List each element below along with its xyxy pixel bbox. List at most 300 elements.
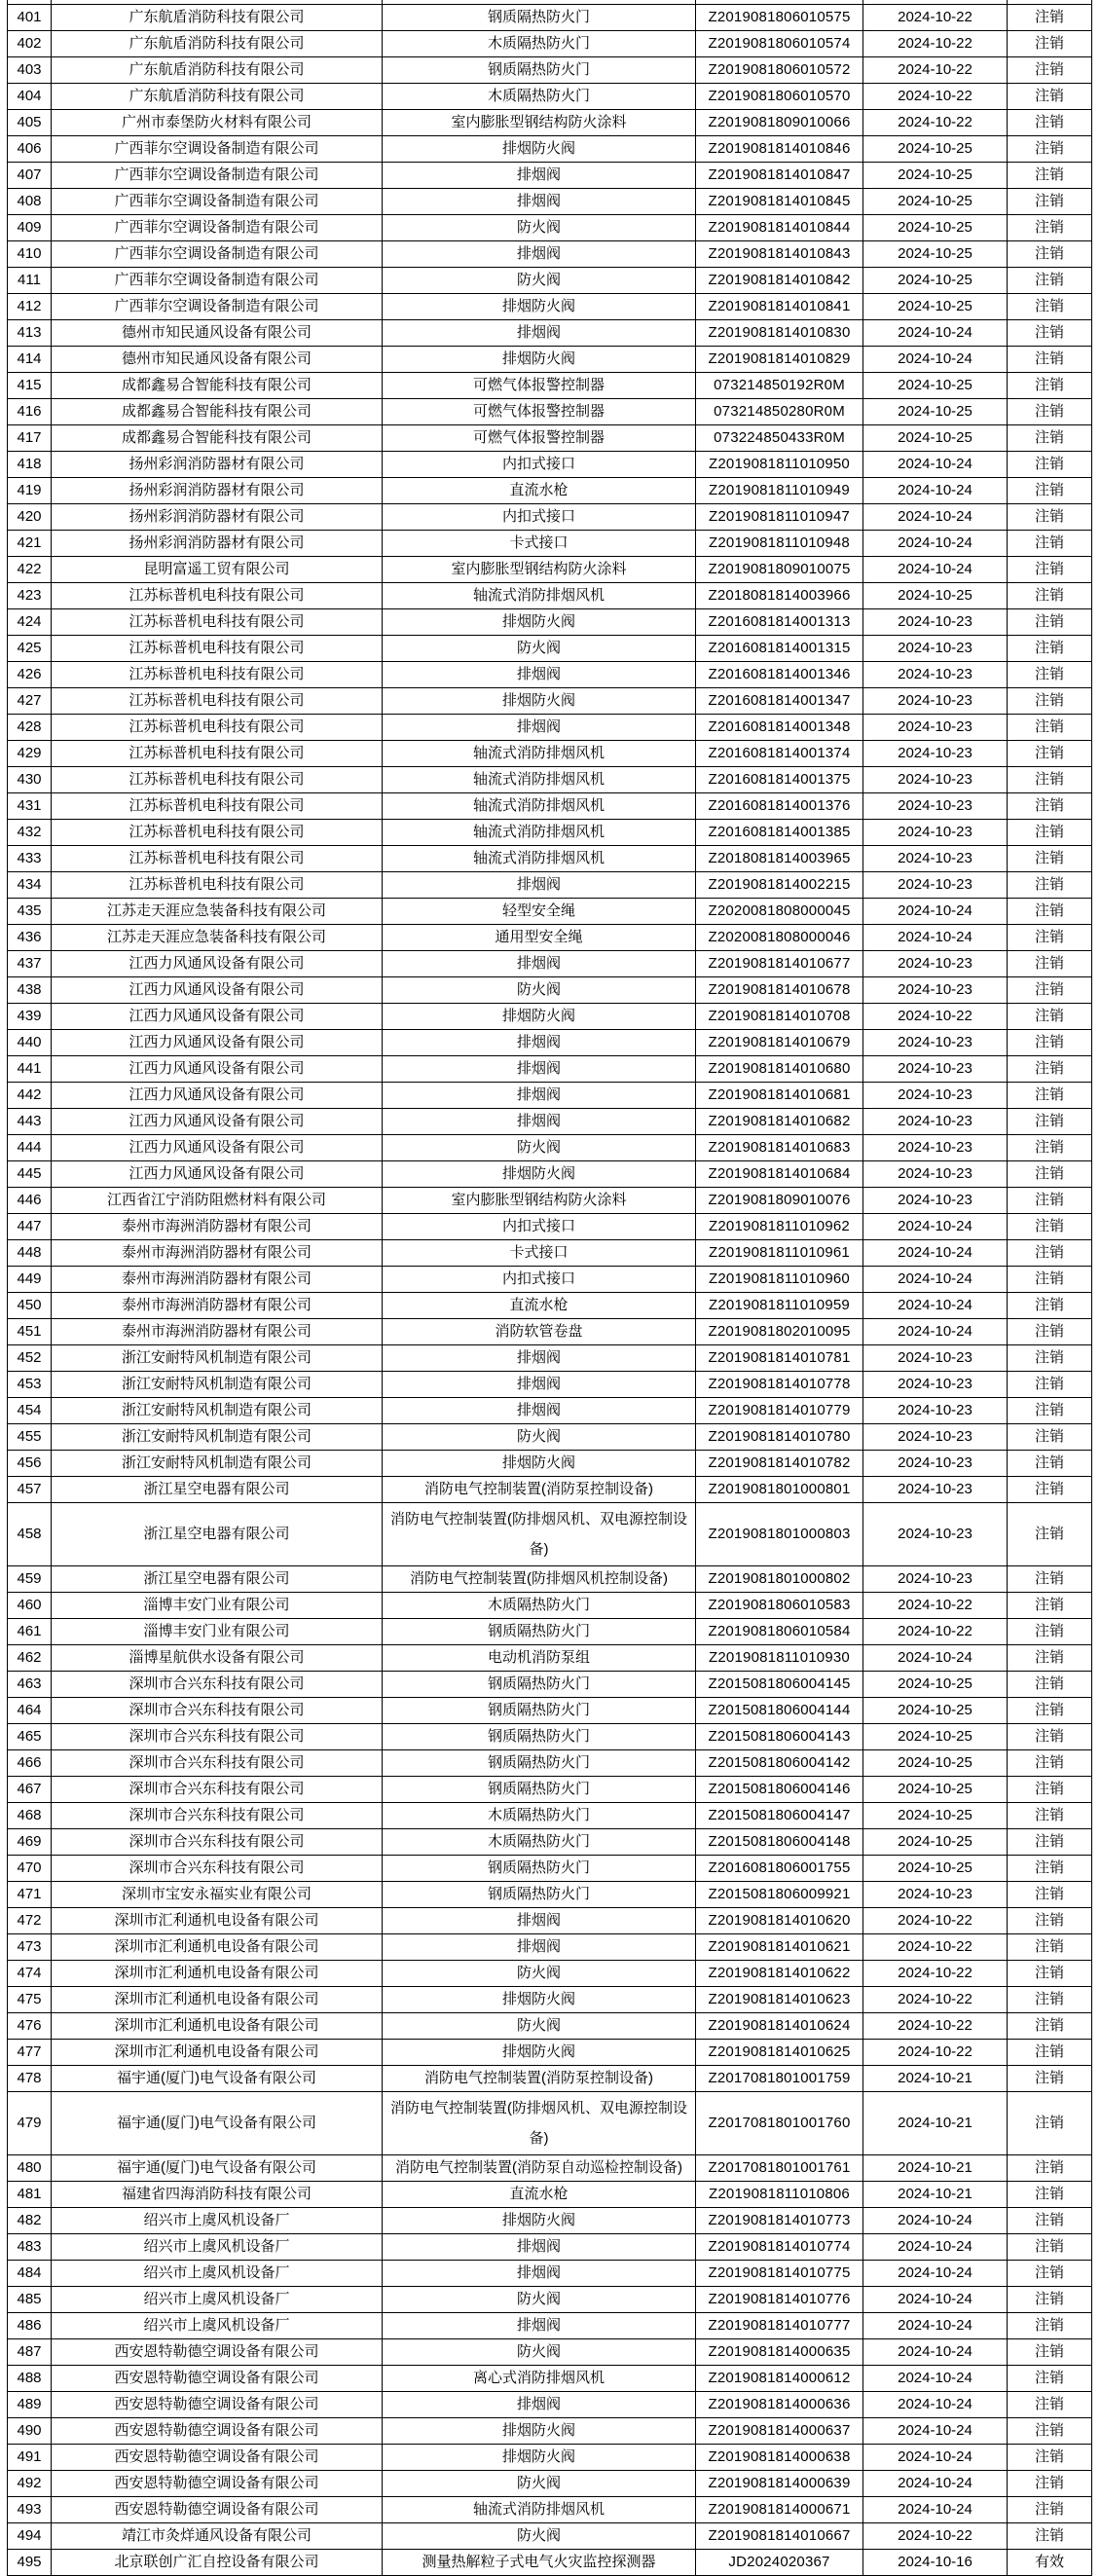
cell-cert: Z2018081814003965 [696, 846, 863, 872]
table-row [8, 504, 1092, 531]
cell-no: 433 [8, 846, 52, 872]
cell-date: 2024-10-25 [863, 425, 1008, 452]
cell-product: 室内膨胀型钢结构防火涂料 [383, 1188, 696, 1214]
cell-date: 2024-10-24 [863, 2392, 1008, 2418]
cell-cert: Z2015081806004145 [696, 1672, 863, 1698]
table-row [8, 294, 1092, 320]
cell-cert: Z2019081814010684 [696, 1161, 863, 1188]
cell-product: 防火阀 [383, 2339, 696, 2366]
cell-company: 浙江安耐特风机制造有限公司 [52, 1398, 383, 1424]
cell-no: 411 [8, 268, 52, 294]
cell-no: 478 [8, 2066, 52, 2092]
cell-status: 注销 [1008, 2339, 1092, 2366]
table-row [8, 268, 1092, 294]
cell-no: 461 [8, 1619, 52, 1645]
cell-status: 注销 [1008, 31, 1092, 57]
cell-date: 2024-10-22 [863, 2040, 1008, 2066]
cell-status: 注销 [1008, 2013, 1092, 2040]
cell-cert: Z2019081811010806 [696, 2182, 863, 2208]
cell-product: 钢质隔热防火门 [383, 1698, 696, 1724]
table-row [8, 1267, 1092, 1293]
cell-no: 442 [8, 1083, 52, 1109]
cell-date: 2024-10-24 [863, 478, 1008, 504]
cell-company: 福宇通(厦门)电气设备有限公司 [52, 2155, 383, 2182]
cell-cert: Z2019081814010777 [696, 2313, 863, 2339]
cell-company: 浙江星空电器有限公司 [52, 1477, 383, 1503]
cell-status: 注销 [1008, 741, 1092, 767]
cell-company: 北京联创广汇自控设备有限公司 [52, 2550, 383, 2576]
cell-status: 注销 [1008, 2523, 1092, 2550]
cell-status: 注销 [1008, 1750, 1092, 1777]
cell-no: 441 [8, 1056, 52, 1083]
cell-product: 消防电气控制装置(消防泵自动巡检控制设备) [383, 2155, 696, 2182]
cell-status: 注销 [1008, 2313, 1092, 2339]
cell-date: 2024-10-25 [863, 241, 1008, 268]
cell-product: 排烟阀 [383, 320, 696, 347]
cell-cert: Z2019081814010781 [696, 1345, 863, 1372]
cell-company: 浙江安耐特风机制造有限公司 [52, 1345, 383, 1372]
cell-no: 403 [8, 57, 52, 84]
cell-date: 2024-10-24 [863, 1240, 1008, 1267]
cell-no: 477 [8, 2040, 52, 2066]
cell-cert: Z2017081801001760 [696, 2092, 863, 2155]
cell-company: 江苏标普机电科技有限公司 [52, 583, 383, 609]
cell-date: 2024-10-24 [863, 1645, 1008, 1672]
cell-no: 436 [8, 925, 52, 951]
cell-cert: Z2020081808000046 [696, 925, 863, 951]
cell-no: 479 [8, 2092, 52, 2155]
cell-status: 注销 [1008, 1908, 1092, 1934]
cell-cert: Z2019081814010667 [696, 2523, 863, 2550]
cell-company: 江苏标普机电科技有限公司 [52, 767, 383, 793]
table-row [8, 2418, 1092, 2445]
cell-product: 钢质隔热防火门 [383, 1619, 696, 1645]
table-row [8, 2392, 1092, 2418]
cell-company: 江西力风通风设备有限公司 [52, 1161, 383, 1188]
cell-company: 江苏标普机电科技有限公司 [52, 820, 383, 846]
cell-no: 426 [8, 662, 52, 688]
cell-status: 注销 [1008, 1645, 1092, 1672]
cell-product: 消防软管卷盘 [383, 1319, 696, 1345]
table-row [8, 1477, 1092, 1503]
cell-status: 注销 [1008, 241, 1092, 268]
table-row [8, 2550, 1092, 2576]
cell-no: 440 [8, 1030, 52, 1056]
cell-company: 成都鑫易合智能科技有限公司 [52, 373, 383, 399]
cell-status: 注销 [1008, 609, 1092, 636]
cell-status: 注销 [1008, 1056, 1092, 1083]
cell-company: 江苏标普机电科技有限公司 [52, 872, 383, 899]
cell-product: 木质隔热防火门 [383, 1829, 696, 1856]
cell-company: 江西力风通风设备有限公司 [52, 977, 383, 1004]
cell-no: 474 [8, 1961, 52, 1987]
cell-company: 江苏标普机电科技有限公司 [52, 609, 383, 636]
cell-cert: Z2019081806010572 [696, 57, 863, 84]
cell-status: 注销 [1008, 215, 1092, 241]
cell-status: 注销 [1008, 1803, 1092, 1829]
table-row [8, 531, 1092, 557]
cell-company: 扬州彩润消防器材有限公司 [52, 531, 383, 557]
cell-date: 2024-10-25 [863, 1803, 1008, 1829]
cell-no: 423 [8, 583, 52, 609]
cell-product: 防火阀 [383, 215, 696, 241]
cell-date: 2024-10-25 [863, 1829, 1008, 1856]
cell-status: 注销 [1008, 2066, 1092, 2092]
cell-date: 2024-10-21 [863, 2155, 1008, 2182]
cell-no: 425 [8, 636, 52, 662]
cell-product: 轻型安全绳 [383, 899, 696, 925]
cell-date: 2024-10-24 [863, 452, 1008, 478]
cell-status: 注销 [1008, 189, 1092, 215]
cell-status: 注销 [1008, 1987, 1092, 2013]
cell-cert: Z2018081814003966 [696, 583, 863, 609]
cell-product: 轴流式消防排烟风机 [383, 846, 696, 872]
cell-cert: Z2019081814010773 [696, 2208, 863, 2234]
cell-cert: Z2020081808000045 [696, 899, 863, 925]
cell-cert: Z2019081814010774 [696, 2234, 863, 2261]
cell-product: 排烟阀 [383, 1083, 696, 1109]
table-row [8, 1829, 1092, 1856]
cell-cert: Z2015081806009921 [696, 1882, 863, 1908]
cell-cert: Z2019081809010066 [696, 110, 863, 136]
cell-status: 注销 [1008, 1698, 1092, 1724]
cell-no: 449 [8, 1267, 52, 1293]
cell-cert: Z2019081814010680 [696, 1056, 863, 1083]
cell-product: 电动机消防泵组 [383, 1645, 696, 1672]
cell-status: 注销 [1008, 1424, 1092, 1451]
table-row [8, 951, 1092, 977]
cell-status: 注销 [1008, 1083, 1092, 1109]
table-row [8, 1424, 1092, 1451]
cell-product: 轴流式消防排烟风机 [383, 793, 696, 820]
cell-date: 2024-10-24 [863, 2445, 1008, 2471]
cell-status: 注销 [1008, 977, 1092, 1004]
cell-cert: Z2019081814002215 [696, 872, 863, 899]
cell-date: 2024-10-22 [863, 1619, 1008, 1645]
cell-status: 注销 [1008, 2418, 1092, 2445]
cell-no: 462 [8, 1645, 52, 1672]
cell-date: 2024-10-22 [863, 2523, 1008, 2550]
cell-no: 414 [8, 347, 52, 373]
cell-status: 注销 [1008, 636, 1092, 662]
table-row [8, 1109, 1092, 1135]
cell-product: 轴流式消防排烟风机 [383, 741, 696, 767]
cell-no: 494 [8, 2523, 52, 2550]
cell-status: 注销 [1008, 1372, 1092, 1398]
cell-company: 深圳市汇利通机电设备有限公司 [52, 2013, 383, 2040]
cell-no: 487 [8, 2339, 52, 2366]
cell-date: 2024-10-23 [863, 1030, 1008, 1056]
cell-cert: Z2019081814010842 [696, 268, 863, 294]
cell-date: 2024-10-22 [863, 1004, 1008, 1030]
cell-status: 注销 [1008, 1398, 1092, 1424]
cell-date: 2024-10-25 [863, 294, 1008, 320]
cell-cert: Z2016081814001313 [696, 609, 863, 636]
cell-cert: Z2015081806004148 [696, 1829, 863, 1856]
cell-company: 淄博星航供水设备有限公司 [52, 1645, 383, 1672]
table-row [8, 478, 1092, 504]
cell-company: 深圳市合兴东科技有限公司 [52, 1803, 383, 1829]
table-row [8, 2182, 1092, 2208]
cell-date: 2024-10-25 [863, 163, 1008, 189]
cell-no: 416 [8, 399, 52, 425]
cell-status: 注销 [1008, 163, 1092, 189]
cell-cert: Z2019081814010846 [696, 136, 863, 163]
cell-product: 排烟阀 [383, 163, 696, 189]
cell-product: 排烟阀 [383, 1056, 696, 1083]
cell-product: 钢质隔热防火门 [383, 1750, 696, 1777]
cell-status: 注销 [1008, 347, 1092, 373]
cell-product: 排烟阀 [383, 241, 696, 268]
cell-product: 防火阀 [383, 2013, 696, 2040]
cell-date: 2024-10-23 [863, 1451, 1008, 1477]
cell-status: 注销 [1008, 1724, 1092, 1750]
cell-no: 492 [8, 2471, 52, 2497]
cell-product: 轴流式消防排烟风机 [383, 583, 696, 609]
cell-date: 2024-10-25 [863, 136, 1008, 163]
cell-product: 木质隔热防火门 [383, 1593, 696, 1619]
cell-status: 注销 [1008, 1777, 1092, 1803]
cell-no: 483 [8, 2234, 52, 2261]
cell-date: 2024-10-22 [863, 1987, 1008, 2013]
cell-status: 注销 [1008, 1856, 1092, 1882]
cell-cert: Z2019081814010708 [696, 1004, 863, 1030]
cell-status: 注销 [1008, 1593, 1092, 1619]
table-row [8, 347, 1092, 373]
cell-company: 淄博丰安门业有限公司 [52, 1619, 383, 1645]
cell-company: 昆明富遥工贸有限公司 [52, 557, 383, 583]
cell-cert: Z2015081806004142 [696, 1750, 863, 1777]
cell-status: 注销 [1008, 1961, 1092, 1987]
cell-date: 2024-10-23 [863, 636, 1008, 662]
table-row [8, 1750, 1092, 1777]
cell-status: 注销 [1008, 1882, 1092, 1908]
cell-cert: 073214850280R0M [696, 399, 863, 425]
cell-product: 排烟阀 [383, 662, 696, 688]
cell-company: 深圳市汇利通机电设备有限公司 [52, 1961, 383, 1987]
cell-status: 注销 [1008, 715, 1092, 741]
table-row [8, 872, 1092, 899]
cell-status: 注销 [1008, 1503, 1092, 1566]
cell-no: 434 [8, 872, 52, 899]
cell-no: 490 [8, 2418, 52, 2445]
cell-company: 泰州市海洲消防器材有限公司 [52, 1267, 383, 1293]
cell-status: 注销 [1008, 1672, 1092, 1698]
cell-date: 2024-10-24 [863, 2497, 1008, 2523]
table-row [8, 1030, 1092, 1056]
cell-company: 深圳市汇利通机电设备有限公司 [52, 1908, 383, 1934]
cell-cert: Z2016081814001347 [696, 688, 863, 715]
cell-cert: Z2019081814010782 [696, 1451, 863, 1477]
cell-product: 内扣式接口 [383, 452, 696, 478]
cell-company: 福宇通(厦门)电气设备有限公司 [52, 2066, 383, 2092]
cell-date: 2024-10-23 [863, 715, 1008, 741]
table-row [8, 452, 1092, 478]
cell-product: 防火阀 [383, 1135, 696, 1161]
cell-company: 靖江市灸烊通风设备有限公司 [52, 2523, 383, 2550]
cell-no: 464 [8, 1698, 52, 1724]
cell-company: 江西省江宁消防阻燃材料有限公司 [52, 1188, 383, 1214]
table-row [8, 1214, 1092, 1240]
cell-status: 注销 [1008, 2471, 1092, 2497]
cell-cert: Z2019081814000639 [696, 2471, 863, 2497]
table-row [8, 1987, 1092, 2013]
cell-company: 广西菲尔空调设备制造有限公司 [52, 294, 383, 320]
cell-status: 注销 [1008, 2234, 1092, 2261]
table-row [8, 373, 1092, 399]
cell-date: 2024-10-24 [863, 347, 1008, 373]
cell-company: 泰州市海洲消防器材有限公司 [52, 1293, 383, 1319]
table-row [8, 1293, 1092, 1319]
table-row [8, 2287, 1092, 2313]
cell-company: 江苏标普机电科技有限公司 [52, 846, 383, 872]
cell-date: 2024-10-22 [863, 57, 1008, 84]
cell-date: 2024-10-25 [863, 1698, 1008, 1724]
cell-cert: Z2017081801001759 [696, 2066, 863, 2092]
table-row [8, 1698, 1092, 1724]
table-row [8, 1724, 1092, 1750]
cell-cert: Z2019081814010682 [696, 1109, 863, 1135]
cell-status: 注销 [1008, 2155, 1092, 2182]
cell-product: 通用型安全绳 [383, 925, 696, 951]
cell-no: 480 [8, 2155, 52, 2182]
cell-company: 广西菲尔空调设备制造有限公司 [52, 136, 383, 163]
table-row [8, 241, 1092, 268]
cell-status: 注销 [1008, 1293, 1092, 1319]
cell-date: 2024-10-23 [863, 1398, 1008, 1424]
cell-cert: Z2019081814010621 [696, 1934, 863, 1961]
cell-no: 467 [8, 1777, 52, 1803]
cell-cert: Z2019081814010844 [696, 215, 863, 241]
table-row [8, 662, 1092, 688]
cell-date: 2024-10-23 [863, 609, 1008, 636]
table-row [8, 2208, 1092, 2234]
cell-company: 江西力风通风设备有限公司 [52, 951, 383, 977]
cell-product: 木质隔热防火门 [383, 1803, 696, 1829]
cell-date: 2024-10-23 [863, 1424, 1008, 1451]
cell-no: 443 [8, 1109, 52, 1135]
cell-no: 419 [8, 478, 52, 504]
cell-status: 注销 [1008, 872, 1092, 899]
cell-status: 注销 [1008, 531, 1092, 557]
cell-company: 西安恩特勒德空调设备有限公司 [52, 2366, 383, 2392]
cell-cert: Z2019081814010779 [696, 1398, 863, 1424]
cell-status: 注销 [1008, 2287, 1092, 2313]
table-row [8, 2445, 1092, 2471]
cell-date: 2024-10-24 [863, 1214, 1008, 1240]
cell-date: 2024-10-24 [863, 504, 1008, 531]
cell-company: 浙江安耐特风机制造有限公司 [52, 1372, 383, 1398]
table-row [8, 2313, 1092, 2339]
cell-date: 2024-10-22 [863, 84, 1008, 110]
cell-cert: Z2019081814010843 [696, 241, 863, 268]
cell-date: 2024-10-24 [863, 1293, 1008, 1319]
table-row [8, 1961, 1092, 1987]
cell-status: 注销 [1008, 583, 1092, 609]
cell-no: 428 [8, 715, 52, 741]
cell-no: 468 [8, 1803, 52, 1829]
table-row [8, 636, 1092, 662]
cell-company: 深圳市汇利通机电设备有限公司 [52, 1987, 383, 2013]
cell-cert: Z2016081814001374 [696, 741, 863, 767]
cell-no: 469 [8, 1829, 52, 1856]
cell-date: 2024-10-23 [863, 1083, 1008, 1109]
cell-company: 深圳市合兴东科技有限公司 [52, 1829, 383, 1856]
cell-status: 注销 [1008, 1934, 1092, 1961]
cell-cert: Z2019081814000636 [696, 2392, 863, 2418]
cell-product: 排烟阀 [383, 189, 696, 215]
cell-status: 注销 [1008, 1319, 1092, 1345]
cell-status: 注销 [1008, 2497, 1092, 2523]
cell-no: 454 [8, 1398, 52, 1424]
cell-date: 2024-10-23 [863, 793, 1008, 820]
cell-status: 注销 [1008, 294, 1092, 320]
cell-cert: Z2019081811010960 [696, 1267, 863, 1293]
cell-cert: Z2019081814010847 [696, 163, 863, 189]
cell-company: 广西菲尔空调设备制造有限公司 [52, 189, 383, 215]
cell-product: 消防电气控制装置(防排烟风机控制设备) [383, 1566, 696, 1593]
table-row [8, 2066, 1092, 2092]
cell-company: 绍兴市上虞风机设备厂 [52, 2313, 383, 2339]
cell-status: 注销 [1008, 2392, 1092, 2418]
cell-status: 注销 [1008, 2208, 1092, 2234]
cell-product: 直流水枪 [383, 2182, 696, 2208]
cell-no: 463 [8, 1672, 52, 1698]
cell-company: 扬州彩润消防器材有限公司 [52, 452, 383, 478]
cell-date: 2024-10-25 [863, 189, 1008, 215]
cell-date: 2024-10-25 [863, 1750, 1008, 1777]
cell-date: 2024-10-24 [863, 2287, 1008, 2313]
cell-cert: Z2019081811010948 [696, 531, 863, 557]
cell-date: 2024-10-23 [863, 1503, 1008, 1566]
cell-no: 418 [8, 452, 52, 478]
table-row [8, 189, 1092, 215]
cell-cert: Z2019081814010829 [696, 347, 863, 373]
cell-status: 注销 [1008, 478, 1092, 504]
cell-company: 淄博丰安门业有限公司 [52, 1593, 383, 1619]
cell-cert: Z2019081814010778 [696, 1372, 863, 1398]
cell-company: 绍兴市上虞风机设备厂 [52, 2261, 383, 2287]
table-row [8, 1593, 1092, 1619]
cell-status: 注销 [1008, 767, 1092, 793]
cell-product: 排烟防火阀 [383, 2445, 696, 2471]
cell-no: 489 [8, 2392, 52, 2418]
cell-product: 内扣式接口 [383, 1214, 696, 1240]
cell-company: 西安恩特勒德空调设备有限公司 [52, 2497, 383, 2523]
certificate-table-body [8, 0, 1092, 2576]
cell-no: 458 [8, 1503, 52, 1566]
cell-date: 2024-10-22 [863, 110, 1008, 136]
cell-date: 2024-10-23 [863, 1109, 1008, 1135]
table-row [8, 1056, 1092, 1083]
cell-status: 注销 [1008, 268, 1092, 294]
cell-cert: Z2019081814010841 [696, 294, 863, 320]
table-row [8, 1856, 1092, 1882]
cell-product: 轴流式消防排烟风机 [383, 2497, 696, 2523]
cell-date: 2024-10-22 [863, 1908, 1008, 1934]
table-row [8, 767, 1092, 793]
cell-status: 注销 [1008, 688, 1092, 715]
cell-cert: Z2019081814010620 [696, 1908, 863, 1934]
cell-company: 深圳市合兴东科技有限公司 [52, 1724, 383, 1750]
cell-product: 排烟阀 [383, 1398, 696, 1424]
cell-status: 注销 [1008, 1188, 1092, 1214]
cell-status: 注销 [1008, 1030, 1092, 1056]
table-row [8, 1372, 1092, 1398]
table-row [8, 2013, 1092, 2040]
cell-no: 460 [8, 1593, 52, 1619]
cell-date: 2024-10-24 [863, 557, 1008, 583]
